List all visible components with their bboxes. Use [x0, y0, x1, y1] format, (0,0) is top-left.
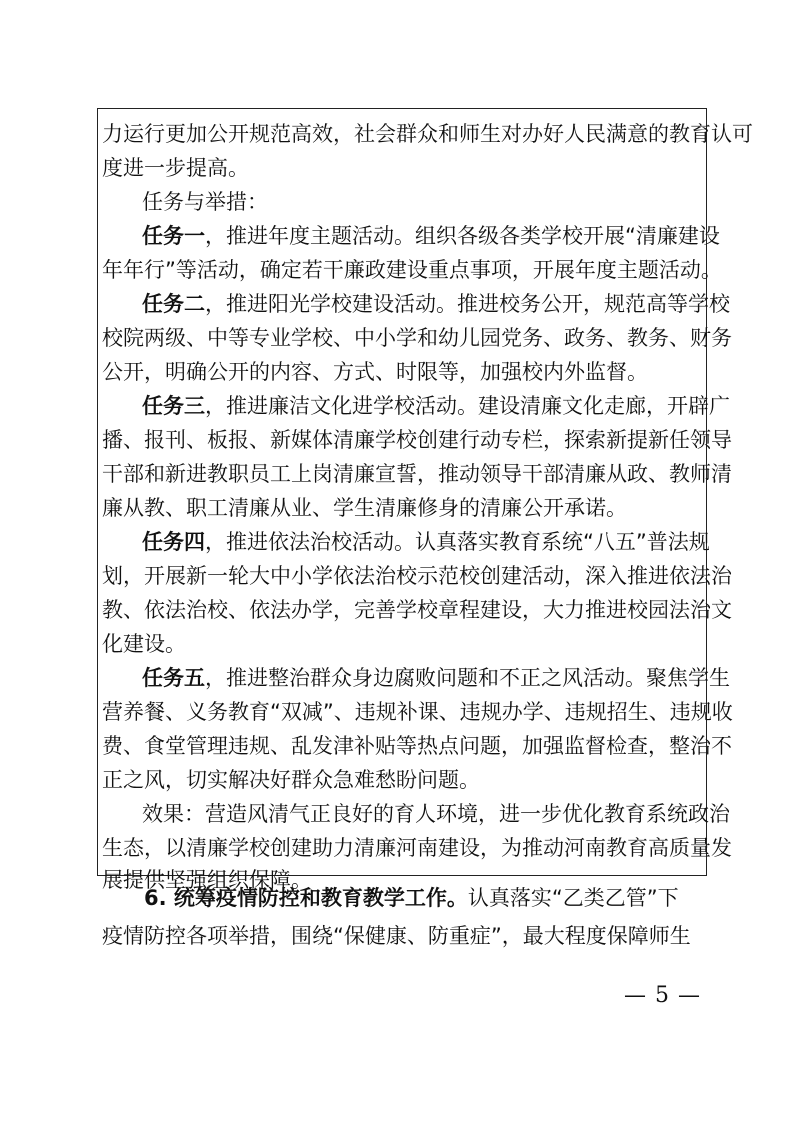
effect-line-1: 效果：营造风清气正良好的育人环境，进一步优化教育系统政治	[142, 802, 730, 826]
section-6-text: 认真落实“乙类乙管”下	[467, 886, 679, 910]
task-2-first-line	[142, 291, 730, 317]
task-4-sep: ，	[205, 530, 226, 554]
task-5-sep: ，	[205, 666, 226, 690]
task-5-line-3: 费、食堂管理违规、乱发津补贴等热点问题，加强监督检查，整治不	[102, 734, 732, 758]
task-3-label: 任务三	[142, 394, 205, 418]
task-5-label: 任务五	[142, 666, 205, 690]
task-2-line-2: 校院两级、中等专业学校、中小学和幼儿园党务、政务、教务、财务	[102, 326, 732, 350]
task-1-line-2: 年年行”等活动，确定若干廉政建设重点事项，开展年度主题活动。	[102, 258, 722, 282]
task-5-first-line	[142, 665, 730, 691]
intro-line-1: 力运行更加公开规范高效，社会群众和师生对办好人民满意的教育认可	[102, 122, 753, 146]
section-6-line-2: 疫情防控各项举措，围绕“保健康、防重症”，最大程度保障师生	[102, 924, 691, 948]
task-5-text: 推进整治群众身边腐败问题和不正之风活动。聚焦学生	[226, 666, 730, 690]
task-3-line-3: 干部和新进教职员工上岗清廉宣誓，推动领导干部清廉从政、教师清	[102, 462, 732, 486]
section-6-heading: 6. 统筹疫情防控和教育教学工作。	[144, 886, 468, 910]
intro-line-2: 度进一步提高。	[102, 156, 249, 180]
task-3-line-4: 廉从教、职工清廉从业、学生清廉修身的清廉公开承诺。	[102, 496, 627, 520]
task-2-sep: ，	[205, 292, 226, 316]
task-4-line-4: 化建设。	[102, 632, 186, 656]
task-4-label: 任务四	[142, 530, 205, 554]
task-4-line-3: 教、依法治校、依法办学，完善学校章程建设，大力推进校园法治文	[102, 598, 732, 622]
task-2-text: 推进阳光学校建设活动。推进校务公开，规范高等学校	[226, 292, 730, 316]
section-6-first-line	[144, 885, 679, 911]
task-2-line-3: 公开，明确公开的内容、方式、时限等，加强校内外监督。	[102, 360, 648, 384]
task-3-text: 推进廉洁文化进学校活动。建设清廉文化走廊，开辟广	[226, 394, 730, 418]
task-1-text: 推进年度主题活动。组织各级各类学校开展“清廉建设	[226, 224, 720, 248]
bordered-text-box	[97, 108, 753, 892]
task-3-first-line	[142, 393, 730, 419]
task-1-sep: ，	[205, 224, 226, 248]
task-3-sep: ，	[205, 394, 226, 418]
tasks-heading: 任务与举措：	[142, 190, 268, 214]
task-4-text: 推进依法治校活动。认真落实教育系统“八五”普法规	[226, 530, 710, 554]
task-5-line-4: 正之风，切实解决好群众急难愁盼问题。	[102, 768, 480, 792]
task-4-first-line	[142, 529, 710, 555]
effect-line-2: 生态，以清廉学校创建助力清廉河南建设，为推动河南教育高质量发	[102, 836, 732, 860]
effect-line-3: 展提供坚强组织保障。	[102, 868, 312, 892]
task-2-label: 任务二	[142, 292, 205, 316]
task-1-label: 任务一	[142, 224, 205, 248]
task-4-line-2: 划，开展新一轮大中小学依法治校示范校创建活动，深入推进依法治	[102, 564, 732, 588]
task-1-first-line	[142, 223, 720, 249]
task-5-line-2: 营养餐、义务教育“双减”、违规补课、违规办学、违规招生、违规收	[102, 700, 733, 724]
page-number: — 5 —	[624, 983, 701, 1008]
task-3-line-2: 播、报刊、板报、新媒体清廉学校创建行动专栏，探索新提新任领导	[102, 428, 732, 452]
